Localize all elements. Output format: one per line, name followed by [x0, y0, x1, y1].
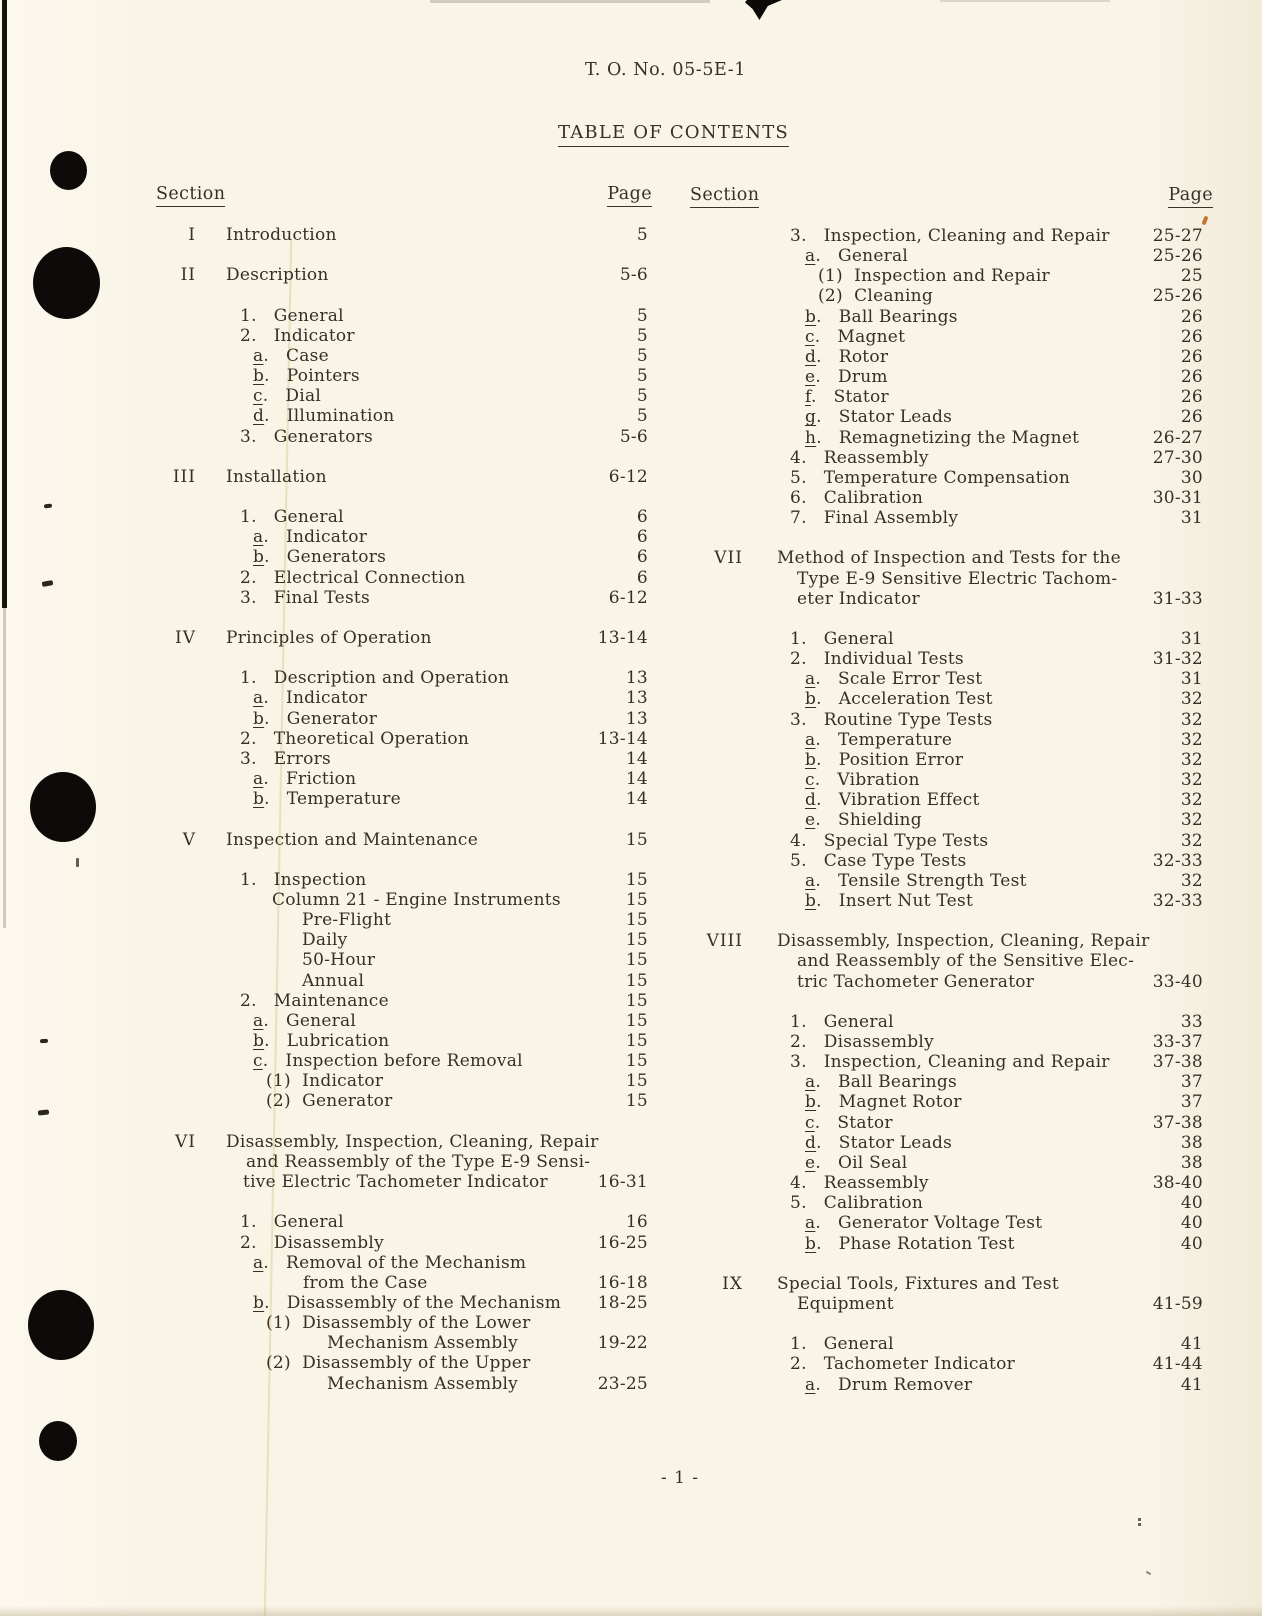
entry-text: tric Tachometer Generator: [797, 971, 1035, 992]
entry-text: b. Magnet Rotor: [805, 1092, 962, 1113]
entry-page: 31: [1180, 629, 1203, 649]
toc-entry-row: [0, 387, 1262, 408]
toc-entry-row: [0, 1334, 1262, 1355]
toc-entry-row: [0, 327, 1262, 348]
entry-page: 5: [636, 386, 648, 407]
toc-entry-row: [0, 1213, 1262, 1234]
entry-page: 26: [1180, 326, 1203, 347]
entry-text: 2. Individual Tests: [790, 649, 964, 670]
toc-entry-row: [0, 972, 1262, 993]
entry-text: 1. Description and Operation: [240, 668, 510, 689]
entry-page: 33: [1180, 1011, 1203, 1032]
toc-entry-row: [0, 448, 1262, 469]
toc-entry-row: [0, 910, 1262, 931]
toc-entry-row: [0, 266, 1262, 287]
entry-text: 4. Reassembly: [790, 1173, 929, 1194]
entry-page: 32-33: [1152, 890, 1203, 911]
entry-page: 19-22: [597, 1333, 648, 1354]
entry-page: 32: [1180, 790, 1203, 811]
toc-entry-row: [0, 1313, 1262, 1334]
toc-entry-row: [0, 488, 1262, 509]
entry-page: 6: [636, 567, 648, 588]
entry-text: 3. Inspection, Cleaning and Repair: [790, 226, 1110, 246]
entry-page: 40: [1180, 1233, 1203, 1254]
entry-page: 25: [1180, 266, 1203, 287]
entry-text: b. Acceleration Test: [805, 689, 993, 710]
entry-text: g. Stator Leads: [805, 407, 953, 428]
entry-text: b. Phase Rotation Test: [805, 1233, 1015, 1254]
entry-page: 32: [1180, 749, 1203, 770]
entry-page: 16-18: [597, 1272, 648, 1293]
toc-entry-row: [0, 689, 1262, 710]
toc-entry-row: [0, 1375, 1262, 1396]
toc-entry-row: [0, 307, 1262, 328]
toc-entry-row: [0, 991, 1262, 1012]
entry-text: d. Stator Leads: [805, 1132, 953, 1153]
entry-page: 6: [636, 547, 648, 568]
entry-text: Equipment: [797, 1293, 894, 1314]
entry-text: d. Illumination: [253, 406, 395, 427]
toc-entry-row: [0, 1012, 1262, 1033]
entry-page: 32-33: [1152, 850, 1203, 871]
entry-text: Type E-9 Sensitive Electric Tachom-: [797, 568, 1118, 589]
entry-text: a. Generator Voltage Test: [805, 1213, 1043, 1234]
section-numeral: VII: [714, 548, 743, 569]
toc-entry-row: [0, 1032, 1262, 1053]
entry-page: 32: [1180, 729, 1203, 750]
entry-text: c. Dial: [253, 386, 322, 407]
entry-text: b. Lubrication: [253, 1031, 390, 1051]
entry-page: 5: [636, 305, 648, 326]
toc-entry-row: [0, 1294, 1262, 1315]
entry-text: 4. Special Type Tests: [790, 830, 989, 851]
entry-text: c. Stator: [805, 1112, 893, 1133]
entry-text: (1) Disassembly of the Lower: [266, 1313, 531, 1334]
entry-page: 38: [1180, 1132, 1203, 1153]
toc-entry-row: [0, 1092, 1262, 1113]
toc-entry-row: [0, 710, 1262, 731]
entry-text: c. Magnet: [805, 326, 906, 347]
entry-text: 50-Hour: [302, 950, 376, 971]
entry-page: 37: [1180, 1072, 1203, 1093]
entry-page: 26-27: [1152, 427, 1203, 448]
entry-text: a. Friction: [253, 769, 357, 790]
entry-page: 14: [625, 748, 648, 769]
entry-text: a. General: [253, 1010, 357, 1031]
entry-text: b. Insert Nut Test: [805, 890, 974, 911]
entry-page: 16-31: [597, 1172, 648, 1193]
left-page-header: Page: [556, 184, 652, 204]
entry-text: a. Case: [253, 345, 329, 366]
entry-page: 13-14: [597, 628, 648, 648]
entry-page: 15: [625, 869, 648, 890]
entry-page: 31-32: [1152, 649, 1203, 670]
entry-page: 38-40: [1152, 1173, 1203, 1194]
entry-text: 3. Inspection, Cleaning and Repair: [790, 1052, 1110, 1073]
entry-page: 32: [1180, 830, 1203, 851]
toc-entry-row: [0, 428, 1262, 449]
entry-page: 37: [1180, 1092, 1203, 1113]
section-numeral: I: [188, 225, 196, 245]
entry-page: 6: [636, 507, 648, 528]
entry-page: 27-30: [1152, 447, 1203, 468]
entry-page: 13: [625, 668, 648, 689]
document-number: T. O. No. 05-5E-1: [585, 60, 747, 80]
entry-text: from the Case: [303, 1272, 428, 1293]
entry-text: b. Temperature: [253, 789, 401, 810]
entry-page: 16-25: [597, 1232, 648, 1253]
entry-page: 32: [1180, 810, 1203, 831]
entry-text: Annual: [302, 970, 365, 991]
entry-page: 33-37: [1152, 1032, 1203, 1052]
toc-entry-row: [0, 810, 1262, 831]
entry-page: 41-44: [1152, 1354, 1203, 1375]
entry-text: a. Temperature: [805, 729, 953, 750]
entry-text: (1) Inspection and Repair: [818, 266, 1050, 287]
entry-page: 15: [625, 950, 648, 971]
toc-entry-row: [0, 1234, 1262, 1255]
entry-page: 41: [1180, 1334, 1203, 1355]
entry-page: 26: [1180, 387, 1203, 408]
toc-entry-row: [0, 1113, 1262, 1134]
entry-page: 33-40: [1152, 971, 1203, 992]
entry-page: 40: [1180, 1193, 1203, 1214]
section-numeral: VI: [175, 1131, 196, 1152]
toc-entry-row: [0, 790, 1262, 811]
toc-entry-row: [0, 1253, 1262, 1274]
entry-page: 26: [1180, 407, 1203, 428]
toc-entry-row: [0, 891, 1262, 912]
entry-page: 37-38: [1152, 1052, 1203, 1073]
entry-text: 1. General: [240, 305, 344, 326]
toc-entry-row: [0, 750, 1262, 771]
entry-text: b. Generator: [253, 708, 378, 729]
entry-text: (2) Cleaning: [818, 286, 934, 307]
section-numeral: II: [180, 265, 196, 286]
entry-page: 15: [625, 889, 648, 910]
entry-text: Disassembly, Inspection, Cleaning, Repair: [777, 931, 1150, 952]
entry-page: 6-12: [608, 587, 648, 608]
entry-page: 14: [625, 789, 648, 810]
entry-text: Principles of Operation: [226, 628, 432, 648]
toc-entry-row: [0, 347, 1262, 368]
toc-entry-row: [0, 669, 1262, 690]
entry-page: 31-33: [1152, 588, 1203, 609]
entry-text: 5. Temperature Compensation: [790, 467, 1071, 488]
entry-page: 5-6: [619, 426, 648, 447]
toc-entry-row: [0, 226, 1262, 247]
entry-text: b. Pointers: [253, 366, 360, 387]
entry-text: d. Vibration Effect: [805, 790, 980, 811]
right-page-header: Page: [1110, 185, 1213, 205]
entry-page: 32: [1180, 709, 1203, 730]
entry-page: 15: [625, 990, 648, 1011]
entry-page: 14: [625, 769, 648, 790]
entry-text: 1. Inspection: [240, 869, 367, 890]
entry-text: a. General: [805, 246, 909, 267]
entry-text: 1. General: [790, 629, 894, 649]
entry-page: 41-59: [1152, 1293, 1203, 1314]
toc-entry-row: [0, 831, 1262, 852]
entry-text: e. Oil Seal: [805, 1152, 908, 1173]
toc-entry-row: [0, 951, 1262, 972]
left-section-header: Section: [156, 184, 225, 204]
entry-text: a. Tensile Strength Test: [805, 870, 1027, 891]
entry-text: and Reassembly of the Sensitive Elec-: [797, 951, 1135, 972]
entry-text: f. Stator: [805, 387, 889, 408]
entry-text: tive Electric Tachometer Indicator: [243, 1172, 548, 1193]
entry-text: Mechanism Assembly: [327, 1373, 519, 1394]
toc-entry-row: [0, 871, 1262, 892]
entry-text: eter Indicator: [797, 588, 920, 609]
entry-page: 38: [1180, 1152, 1203, 1173]
entry-page: 16: [625, 1212, 648, 1233]
entry-page: 15: [625, 829, 648, 850]
section-numeral: VIII: [706, 931, 743, 952]
entry-text: Introduction: [226, 225, 337, 245]
entry-page: 25-26: [1152, 286, 1203, 307]
section-numeral: III: [172, 466, 196, 487]
entry-page: 41: [1180, 1374, 1203, 1395]
entry-page: 37-38: [1152, 1112, 1203, 1133]
entry-text: 2. Maintenance: [240, 990, 389, 1011]
section-numeral: IV: [175, 628, 196, 648]
entry-page: 25-26: [1152, 246, 1203, 267]
entry-text: 1. General: [790, 1334, 894, 1355]
entry-text: 5. Case Type Tests: [790, 850, 967, 871]
toc-entry-row: [0, 770, 1262, 791]
entry-text: 2. Disassembly: [790, 1032, 934, 1052]
entry-text: 2. Indicator: [240, 325, 355, 346]
toc-section-row: [0, 931, 1262, 952]
entry-page: 5: [636, 366, 648, 387]
entry-text: a. Drum Remover: [805, 1374, 973, 1395]
toc-entry-row: [0, 589, 1262, 610]
entry-page: 6-12: [608, 466, 648, 487]
entry-page: 15: [625, 910, 648, 931]
toc-entry-row: [0, 1173, 1262, 1194]
entry-text: b. Disassembly of the Mechanism: [253, 1292, 562, 1313]
entry-text: 3. Errors: [240, 748, 331, 769]
section-numeral: IX: [722, 1273, 743, 1294]
entry-text: c. Inspection before Removal: [253, 1051, 523, 1072]
entry-text: a. Indicator: [253, 688, 368, 709]
entry-text: (2) Generator: [266, 1091, 393, 1112]
entry-text: 3. Generators: [240, 426, 374, 447]
entry-page: 32: [1180, 870, 1203, 891]
entry-text: 2. Electrical Connection: [240, 567, 466, 588]
entry-page: 32: [1180, 770, 1203, 791]
toc-entry-row: [0, 527, 1262, 548]
page-title: TABLE OF CONTENTS: [558, 122, 789, 147]
entry-text: 3. Final Tests: [240, 587, 370, 608]
entry-text: 1. General: [240, 1212, 344, 1233]
entry-text: c. Vibration: [805, 770, 920, 791]
entry-text: b. Ball Bearings: [805, 306, 958, 327]
entry-text: 1. General: [790, 1011, 894, 1032]
toc-entry-row: [0, 1133, 1262, 1154]
entry-text: Installation: [226, 466, 327, 487]
entry-page: 5: [636, 406, 648, 427]
entry-text: and Reassembly of the Type E-9 Sensi-: [246, 1151, 591, 1172]
entry-text: 1. General: [240, 507, 344, 528]
entry-text: 7. Final Assembly: [790, 508, 959, 529]
toc-section-row: [0, 548, 1262, 569]
toc-entry-row: [0, 468, 1262, 489]
entry-text: (2) Disassembly of the Upper: [266, 1353, 531, 1374]
toc-entry-row: [0, 730, 1262, 751]
toc-entry-row: [0, 1193, 1262, 1214]
entry-text: 2. Tachometer Indicator: [790, 1354, 1015, 1375]
toc-entry-row: [0, 569, 1262, 590]
entry-text: Pre-Flight: [302, 910, 392, 931]
entry-page: 5: [636, 225, 648, 245]
entry-page: 15: [625, 1091, 648, 1112]
entry-text: Mechanism Assembly: [327, 1333, 519, 1354]
entry-page: 30-31: [1152, 487, 1203, 508]
toc-section-row: [0, 1274, 1262, 1295]
entry-text: Disassembly, Inspection, Cleaning, Repair: [226, 1131, 599, 1152]
entry-page: 5-6: [619, 265, 648, 286]
entry-text: Special Tools, Fixtures and Test: [777, 1273, 1059, 1294]
entry-text: Method of Inspection and Tests for the: [777, 548, 1121, 569]
toc-entry-row: [0, 508, 1262, 529]
entry-page: 13: [625, 708, 648, 729]
entry-page: 26: [1180, 367, 1203, 388]
entry-page: 31: [1180, 508, 1203, 529]
entry-text: b. Generators: [253, 547, 387, 568]
toc-entry-row: [0, 246, 1262, 267]
entry-text: a. Removal of the Mechanism: [253, 1252, 527, 1273]
entry-text: e. Shielding: [805, 810, 922, 831]
entry-page: 15: [625, 1071, 648, 1092]
entry-page: 32: [1180, 689, 1203, 710]
entry-text: a. Indicator: [253, 527, 368, 548]
entry-text: (1) Indicator: [266, 1071, 384, 1092]
entry-text: a. Scale Error Test: [805, 669, 983, 690]
entry-page: 13: [625, 688, 648, 709]
toc-entry-row: [0, 407, 1262, 428]
entry-page: 13-14: [597, 728, 648, 749]
toc-entry-row: [0, 1153, 1262, 1174]
toc-entry-row: [0, 1052, 1262, 1073]
entry-page: 31: [1180, 669, 1203, 690]
entry-page: 5: [636, 325, 648, 346]
entry-text: Column 21 - Engine Instruments: [272, 889, 561, 910]
entry-text: h. Remagnetizing the Magnet: [805, 427, 1080, 448]
toc-entry-row: [0, 649, 1262, 670]
entry-page: 5: [636, 345, 648, 366]
entry-text: 6. Calibration: [790, 487, 924, 508]
entry-page: 15: [625, 1051, 648, 1072]
section-numeral: V: [182, 829, 196, 850]
entry-page: 30: [1180, 467, 1203, 488]
entry-page: 15: [625, 1010, 648, 1031]
entry-page: 26: [1180, 306, 1203, 327]
entry-text: a. Ball Bearings: [805, 1072, 957, 1093]
toc-entry-row: [0, 367, 1262, 388]
entry-text: d. Rotor: [805, 346, 889, 367]
entry-page: 23-25: [597, 1373, 648, 1394]
entry-page: 18-25: [597, 1292, 648, 1313]
toc-entry-row: [0, 286, 1262, 307]
entry-text: 3. Routine Type Tests: [790, 709, 993, 730]
entry-text: Daily: [302, 930, 348, 951]
page-footer: - 1 -: [660, 1468, 700, 1488]
entry-page: 25-27: [1152, 226, 1203, 246]
entry-text: 2. Disassembly: [240, 1232, 384, 1253]
entry-page: 6: [636, 527, 648, 548]
toc-entry-row: [0, 1354, 1262, 1375]
entry-page: 15: [625, 1031, 648, 1051]
entry-page: 15: [625, 970, 648, 991]
entry-page: 40: [1180, 1213, 1203, 1234]
toc-entry-row: [0, 1072, 1262, 1093]
entry-page: 15: [625, 930, 648, 951]
entry-page: 26: [1180, 346, 1203, 367]
entry-text: 5. Calibration: [790, 1193, 924, 1214]
toc-entry-row: [0, 851, 1262, 872]
entry-text: b. Position Error: [805, 749, 964, 770]
entry-text: Inspection and Maintenance: [226, 829, 479, 850]
entry-text: e. Drum: [805, 367, 888, 388]
toc-entry-row: [0, 629, 1262, 650]
right-section-header: Section: [690, 185, 759, 205]
entry-text: 4. Reassembly: [790, 447, 929, 468]
entry-text: Description: [226, 265, 329, 286]
entry-text: 2. Theoretical Operation: [240, 728, 470, 749]
